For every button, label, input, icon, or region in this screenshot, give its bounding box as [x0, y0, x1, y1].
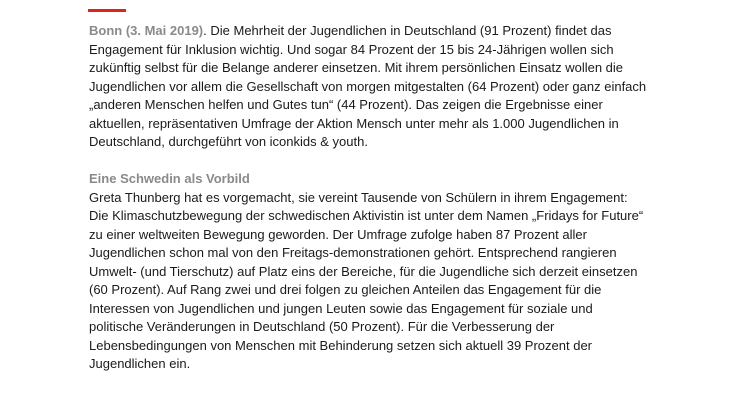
section-paragraph: Greta Thunberg hat es vorgemacht, sie vereint Tausende von Schülern in ihrem Engagement: Die Klimaschutzbewegung der schwedischen Aktivistin ist unter dem Namen „Fridays for Future“ zu einer weltweiten Bewegung geworden. Der Umfrage zufolge haben 87 Prozent aller Jugendlichen schon mal von den Freitags-demonstrationen gehört. Entsprechend rangieren Umwelt- (und Tierschutz) auf Platz eins der Bereiche, für die Jugendliche sich derzeit einsetzen (60 Prozent). Auf Rang zwei und drei folgen zu gleichen Anteilen das Engagement für die Interessen von Jugendlichen und jungen Leuten sowie das Engagement für soziale und politische Veränderungen in Deutschland (50 Prozent). Für die Verbesserung der Lebensbedingungen von Menschen mit Behinderung setzen sich aktuell 39 Prozent der Jugendlichen ein. — [89, 189, 644, 371]
intro-text: Die Mehrheit der Jugendlichen in Deutschland (91 Prozent) findet das Engagement für Inklusion wichtig. Und sogar 84 Prozent der 15 bis 24-Jährigen wollen sich zukünftig selbst für die Belange anderer einsetzen. Mit ihrem persönlichen Einsatz wollen die Jugendlichen vor allem die Gesellschaft von morgen mitgestalten (64 Prozent) oder ganz einfach „anderen Menschen helfen und Gutes tun“ (44 Prozent). Das zeigen die Ergebnisse einer aktuellen, repräsentativen Umfrage der Aktion Mensch unter mehr als 1.000 Jugendlichen in Deutschland, durchgeführt von iconkids & youth. — [89, 23, 647, 149]
dateline-period: . — [203, 23, 207, 38]
section-heading: Eine Schwedin als Vorbild — [89, 171, 250, 186]
intro-paragraph — [89, 22, 649, 152]
dateline: Bonn (3. Mai 2019) — [89, 23, 204, 38]
accent-bar — [88, 9, 126, 12]
press-release-body — [89, 22, 649, 374]
